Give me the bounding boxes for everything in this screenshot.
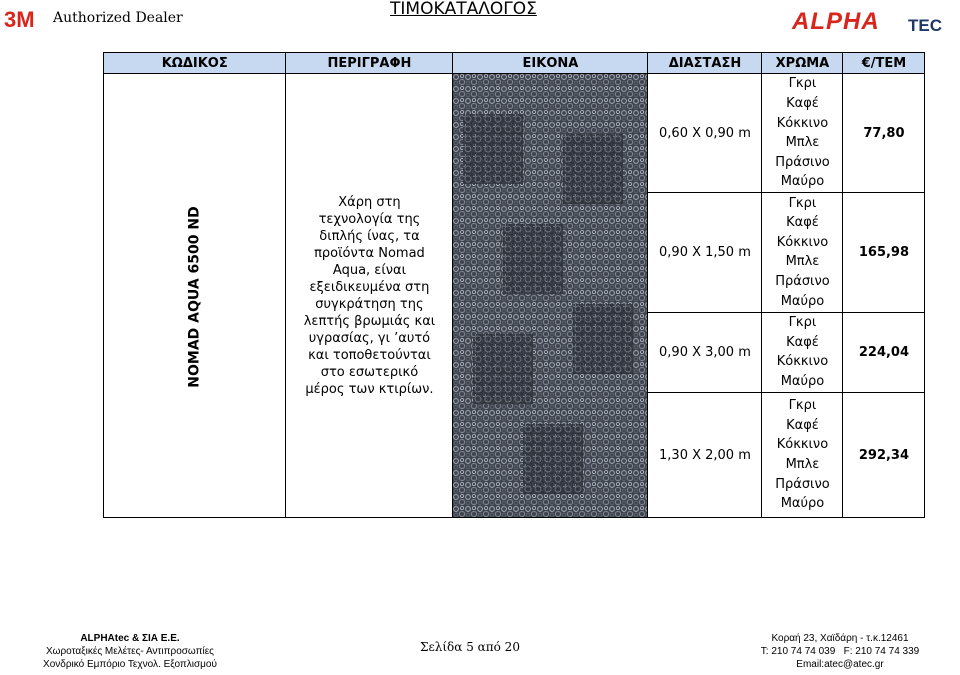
color-option: Μπλε xyxy=(785,457,820,473)
col-header-dimension: ΔΙΑΣΤΑΣΗ xyxy=(648,53,762,74)
color-option: Μαύρο xyxy=(780,374,825,389)
color-option: Πράσινο xyxy=(775,476,830,492)
color-option: Κόκκινο xyxy=(776,354,829,370)
colors-cell xyxy=(762,193,843,312)
table-row xyxy=(104,74,925,193)
page-number: Σελίδα 5 από 20 xyxy=(420,640,520,654)
dimension-cell: 0,90 X 1,50 m xyxy=(648,193,762,312)
model-code-cell xyxy=(104,74,286,518)
footer-email: Email:atec@atec.gr xyxy=(796,659,884,670)
footer-contact-block xyxy=(735,632,945,671)
dimension-cell: 0,60 X 0,90 m xyxy=(648,74,762,193)
alphatec-logo xyxy=(790,8,958,34)
table-header-row xyxy=(104,53,925,74)
col-header-code: ΚΩΔΙΚΟΣ xyxy=(104,53,286,74)
col-header-price: €/ΤΕΜ xyxy=(843,53,925,74)
3m-logo xyxy=(4,8,46,30)
color-option: Μαύρο xyxy=(780,293,825,309)
footer-line2: Χωροταξικές Μελέτες- Αντιπροσωπίες xyxy=(45,646,214,657)
product-description: Χάρη στη τεχνολογία της διπλής ίνας, τα προϊόντα Nomad Aqua, είναι εξειδικευμένα στη συγκράτηση της λεπτής βρωμιάς και υγρασίας, γι ’αυτό και τοποθετούνται στο εσωτερικό μέρος των κτιρίων. xyxy=(303,194,436,397)
color-option: Καφέ xyxy=(786,215,819,231)
col-header-image: ΕΙΚΟΝΑ xyxy=(453,53,648,74)
footer-phone: Τ: 210 74 74 039 F: 210 74 74 339 xyxy=(760,646,920,657)
color-option: Κόκκινο xyxy=(776,437,829,453)
page-header xyxy=(0,0,960,40)
color-option: Πράσινο xyxy=(775,154,830,170)
footer-company-block xyxy=(20,632,240,671)
color-option: Μπλε xyxy=(785,254,820,270)
price-cell: 292,34 xyxy=(843,393,925,518)
color-option: Πράσινο xyxy=(775,274,830,290)
color-option: Μαύρο xyxy=(780,174,825,190)
color-option: Γκρι xyxy=(788,315,817,331)
price-cell: 165,98 xyxy=(843,193,925,312)
footer-company-name: ALPHAtec & ΣΙΑ Ε.Ε. xyxy=(80,633,180,644)
product-image-cell xyxy=(453,74,648,518)
colors-cell xyxy=(762,74,843,193)
description-cell xyxy=(286,74,453,518)
colors-cell xyxy=(762,393,843,518)
page-title: ΤΙΜΟΚΑΤΑΛΟΓΟΣ xyxy=(390,0,537,19)
col-header-description: ΠΕΡΙΓΡΑΦΗ xyxy=(286,53,453,74)
carpet-image xyxy=(453,74,647,517)
model-code: NOMAD AQUA 6500 ND xyxy=(186,206,203,388)
svg-text:ALPHA: ALPHA xyxy=(792,8,880,34)
col-header-color: ΧΡΩΜΑ xyxy=(762,53,843,74)
price-table xyxy=(103,52,925,518)
color-option: Γκρι xyxy=(788,398,817,414)
footer-line3: Χονδρικό Εμπόριο Τεχνολ. Εξοπλισμού xyxy=(43,659,217,670)
color-option: Κόκκινο xyxy=(776,115,829,131)
footer-address: Κοραή 23, Χαϊδάρη - τ.κ.12461 xyxy=(771,633,909,644)
color-option: Γκρι xyxy=(788,195,817,211)
color-option: Κόκκινο xyxy=(776,234,829,250)
color-option: Μαύρο xyxy=(780,496,825,512)
svg-text:3M: 3M xyxy=(4,8,35,30)
dimension-cell: 1,30 X 2,00 m xyxy=(648,393,762,518)
color-option: Γκρι xyxy=(788,76,817,92)
color-option: Καφέ xyxy=(786,334,819,350)
dimension-cell: 0,90 X 3,00 m xyxy=(648,312,762,393)
authorized-dealer-text: Authorized Dealer xyxy=(53,10,183,26)
price-cell: 77,80 xyxy=(843,74,925,193)
color-option: Καφέ xyxy=(786,417,819,433)
page-footer xyxy=(0,628,960,675)
color-option: Καφέ xyxy=(786,95,819,111)
svg-text:TEC: TEC xyxy=(908,16,942,34)
color-option: Μπλε xyxy=(785,135,820,151)
colors-cell xyxy=(762,312,843,393)
price-cell: 224,04 xyxy=(843,312,925,393)
